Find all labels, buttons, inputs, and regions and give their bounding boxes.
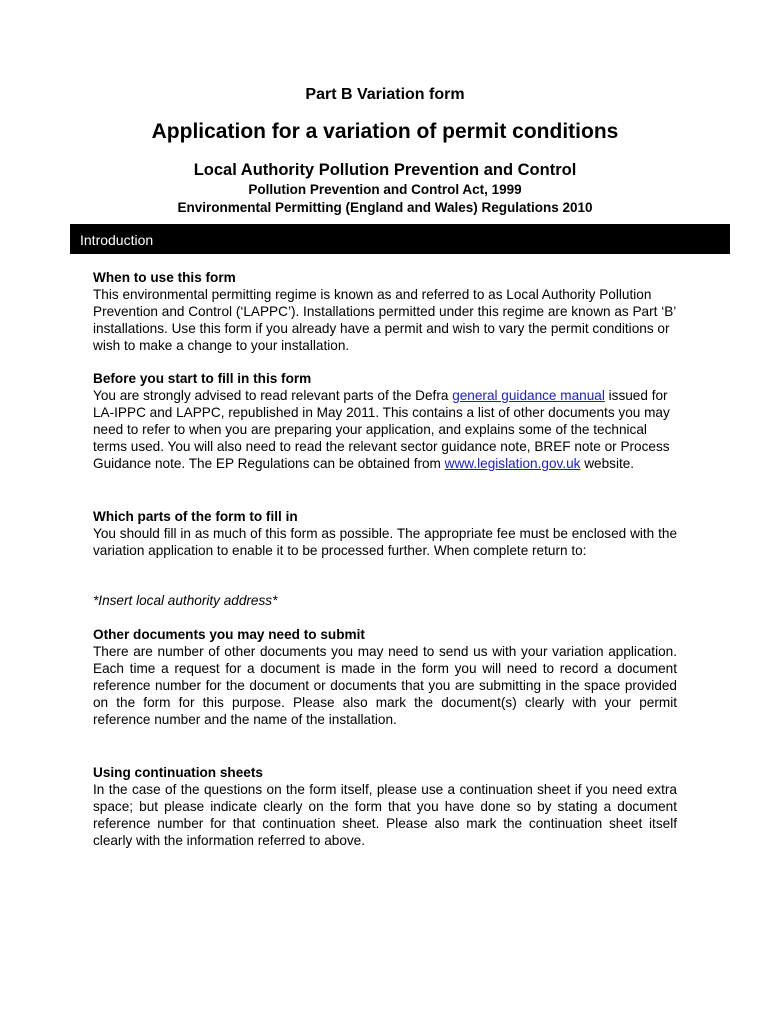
section-body: This environmental permitting regime is known as and referred to as Local Authority Pollution Prevention and Control (‘LAPPC’). Installations permitted under this regime are known as Part ‘B’ installations. Use this form if you already have a permit and wish to vary the permit conditions or wish to make a change to your installation. xyxy=(93,287,676,353)
address-text: *Insert local authority address* xyxy=(93,593,278,608)
section-body xyxy=(93,387,677,472)
section-when-to-use xyxy=(93,269,677,354)
page-title: Application for a variation of permit conditions xyxy=(151,120,619,143)
section-heading: When to use this form xyxy=(93,270,236,285)
local-authority-address-placeholder xyxy=(93,592,677,609)
legislation-website-link[interactable]: www.legislation.gov.uk xyxy=(444,456,581,471)
section-heading: Using continuation sheets xyxy=(93,765,263,780)
body-text-part: You are strongly advised to read relevant parts of the Defra xyxy=(93,388,453,403)
general-guidance-manual-link[interactable]: general guidance manual xyxy=(452,388,605,403)
body-text-part: website. xyxy=(580,456,635,471)
body-text-part: issued for LA-IPPC and LAPPC, republished in May 2011. This contains a list of other documents you may need to refer to when you are preparing your application, and explains some of the technical terms used. You will also need to read the relevant sector guidance note, BREF note or Process Guidance note. The EP Regulations can be obtained from xyxy=(93,388,670,471)
section-which-parts xyxy=(93,508,677,559)
section-body: In the case of the questions on the form itself, please use a continuation sheet if you need extra space; but please indicate clearly on the form that you have done so by stating a document reference number for that continuation sheet. Please also mark the continuation sheet itself clearly with the information referred to above. xyxy=(93,782,677,848)
section-bar-introduction xyxy=(70,224,730,254)
act-reference: Pollution Prevention and Control Act, 1999 xyxy=(248,182,522,197)
section-body: There are number of other documents you may need to send us with your variation application. Each time a request for a document is made in the form you will need to record a document reference number for the document or documents that you are submitting in the space provided on the form for this purpose. Please also mark the document(s) clearly with your permit reference number and the name of the installation. xyxy=(93,644,677,727)
section-heading: Before you start to fill in this form xyxy=(93,371,312,386)
section-other-documents xyxy=(93,626,677,728)
section-continuation-sheets xyxy=(93,764,677,849)
form-kicker: Part B Variation form xyxy=(305,86,465,103)
section-bar-label: Introduction xyxy=(80,232,154,248)
regulations-reference: Environmental Permitting (England and Wales) Regulations 2010 xyxy=(177,200,593,215)
page-subtitle: Local Authority Pollution Prevention and Control xyxy=(193,161,577,179)
section-before-you-start xyxy=(93,370,677,472)
section-heading: Which parts of the form to fill in xyxy=(93,509,298,524)
section-body: You should fill in as much of this form as possible. The appropriate fee must be enclosed with the variation application to enable it to be processed further. When complete return to: xyxy=(93,526,677,558)
section-heading: Other documents you may need to submit xyxy=(93,627,365,642)
